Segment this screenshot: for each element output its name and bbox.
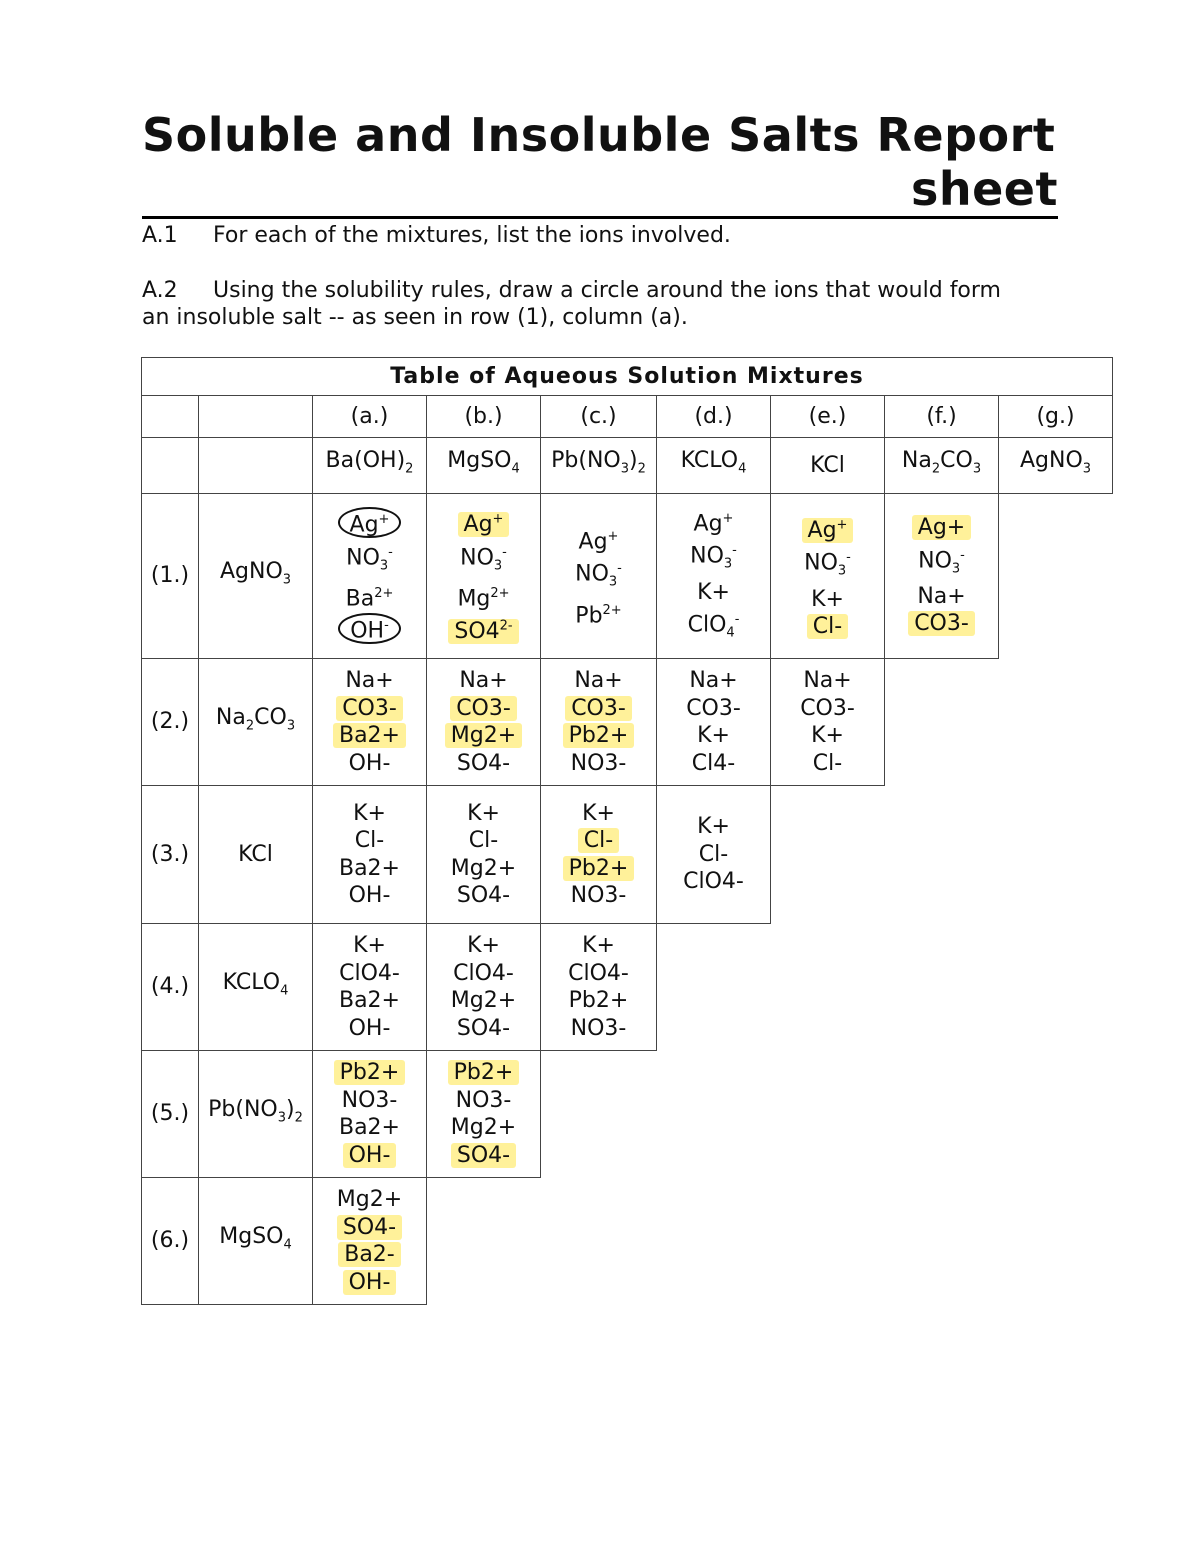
row-label: (1.) xyxy=(142,494,199,659)
row-salt: $Pb(NO_3)_2$ xyxy=(199,1051,313,1178)
row-label: (6.) xyxy=(142,1178,199,1305)
mixture-cell-2a xyxy=(313,659,427,786)
ion-label: Na+ xyxy=(803,668,852,693)
row-label: (3.) xyxy=(142,786,199,924)
ion-label: Na+ xyxy=(459,668,508,693)
mixture-cell-1f: Ag+ $NO_3^-$ Na+ CO3- xyxy=(885,494,999,659)
ion-label: K+ xyxy=(697,723,730,748)
ion-label: CO3- xyxy=(427,695,540,723)
ion-label: OH- xyxy=(313,1269,426,1297)
mixture-cell-2d xyxy=(657,659,771,786)
column-label-row xyxy=(142,396,1113,438)
mixture-cell-4a xyxy=(313,924,427,1051)
col-label-b: (b.) xyxy=(427,396,541,438)
mixture-cell-1e: Ag+ $NO_3^-$ K+ Cl- xyxy=(771,494,885,659)
ion-label: NO3- xyxy=(341,1087,398,1113)
ion-label: ClO4- xyxy=(453,960,514,986)
ion-label: ClO4- xyxy=(568,960,629,986)
row-salt: $KCLO_4$ xyxy=(199,924,313,1051)
table-row xyxy=(142,1178,1113,1305)
mixture-cell-3c xyxy=(541,786,657,924)
col-salt-c: $Pb(NO_3)_2$ xyxy=(541,438,657,494)
col-salt-e: KCl xyxy=(771,438,885,494)
title-rule xyxy=(142,216,1058,219)
mixture-cell-4b xyxy=(427,924,541,1051)
col-label-c: (c.) xyxy=(541,396,657,438)
ion-label: K+ xyxy=(353,933,386,958)
ion-label: Cl- xyxy=(354,828,385,853)
ion-label: Ba2+ xyxy=(338,988,400,1013)
title-line-1: Soluble and Insoluble Salts Report xyxy=(142,108,1056,162)
row-salt: $Na_2CO_3$ xyxy=(199,659,313,786)
ion-label: Mg2+ xyxy=(450,855,517,881)
ion-label: OH- xyxy=(348,750,391,776)
table-row xyxy=(142,924,1113,1051)
ion-label: CO3- xyxy=(800,695,855,721)
mixture-cell-3b xyxy=(427,786,541,924)
ion-label: Pb2+ xyxy=(427,1059,540,1087)
mixture-cell-2b xyxy=(427,659,541,786)
mixture-cell-3d xyxy=(657,786,771,924)
table-caption: Table of Aqueous Solution Mixtures xyxy=(142,358,1113,396)
ion-label: Cl- xyxy=(468,828,499,853)
ion-label: K+ xyxy=(467,800,500,826)
ion-label: Pb2+ xyxy=(313,1059,426,1087)
ion-label: NO3- xyxy=(570,750,627,776)
mixture-cell-1b: Ag+ $NO_3^-$ $Mg^{2+}$ $SO4^{2-}$ xyxy=(427,494,541,659)
ion-label: Ba2+ xyxy=(313,722,426,750)
ion-label: ClO4- xyxy=(683,869,744,895)
table-row xyxy=(142,659,1113,786)
ion-label: Na+ xyxy=(574,668,623,693)
table-row xyxy=(142,494,1113,659)
col-label-e: (e.) xyxy=(771,396,885,438)
mixture-cell-6a xyxy=(313,1178,427,1305)
ion-label: Na+ xyxy=(689,668,738,693)
ion-label: Mg2+ xyxy=(450,1115,517,1140)
col-label-a: (a.) xyxy=(313,396,427,438)
ion-label: Cl4- xyxy=(691,750,736,776)
col-salt-d: $KCLO_4$ xyxy=(657,438,771,494)
ion-label: Mg2+ xyxy=(336,1187,403,1212)
column-salt-row xyxy=(142,438,1113,494)
mixture-cell-1d: Ag+ $NO_3^-$ K+ ClO$_4$- xyxy=(657,494,771,659)
mixture-cell-5a xyxy=(313,1051,427,1178)
mixture-cell-1c: Ag+ $NO_3^-$ $Pb^{2+}$ xyxy=(541,494,657,659)
ion-label: NO3- xyxy=(570,1015,627,1041)
mixture-cell-5b xyxy=(427,1051,541,1178)
col-salt-g: AgNO$_3$ xyxy=(999,438,1113,494)
ion-label: SO4- xyxy=(456,883,511,908)
ion-label: OH- xyxy=(313,1142,426,1170)
ion-label: CO3- xyxy=(541,695,656,723)
ion-label: Pb2+ xyxy=(541,855,656,883)
col-label-g: (g.) xyxy=(999,396,1113,438)
question-a1: A.1 For each of the mixtures, list the ions involved. xyxy=(142,223,731,248)
ion-label: OH- xyxy=(348,1015,391,1041)
col-salt-a: $Ba(OH)_2$ xyxy=(313,438,427,494)
col-salt-b: MgSO$_4$ xyxy=(427,438,541,494)
ion-label: Cl- xyxy=(812,750,843,776)
ion-label: SO4- xyxy=(456,1015,511,1041)
ion-label: Na+ xyxy=(345,668,394,693)
ion-label: Cl- xyxy=(541,827,656,855)
title-line-2: sheet xyxy=(910,162,1058,216)
ion-label: K+ xyxy=(811,723,844,748)
question-a2: A.2 Using the solubility rules, draw a circle around the ions that would form an insoluble salt -- as seen in row (1), column (a). xyxy=(142,278,1001,330)
row-label: (4.) xyxy=(142,924,199,1051)
ion-label: Pb2+ xyxy=(568,988,629,1013)
row-label: (5.) xyxy=(142,1051,199,1178)
ion-label: Ba2+ xyxy=(338,855,400,881)
table-row xyxy=(142,786,1113,924)
col-label-d: (d.) xyxy=(657,396,771,438)
mixture-cell-2e xyxy=(771,659,885,786)
row-salt: KCl xyxy=(199,786,313,924)
ion-label: SO4- xyxy=(456,750,511,776)
ion-label: SO4- xyxy=(427,1142,540,1170)
ion-label: K+ xyxy=(582,800,615,826)
col-label-f: (f.) xyxy=(885,396,999,438)
ion-label: Mg2+ xyxy=(450,988,517,1013)
ion-label: K+ xyxy=(353,800,386,826)
row-salt: MgSO$_4$ xyxy=(199,1178,313,1305)
col-salt-f: $Na_2CO_3$ xyxy=(885,438,999,494)
ion-label: K+ xyxy=(697,814,730,840)
ion-label: Ba2+ xyxy=(338,1115,400,1140)
mixtures-table xyxy=(141,357,1113,1305)
ion-label: K+ xyxy=(467,933,500,958)
ion-label: CO3- xyxy=(313,695,426,723)
page-title xyxy=(142,108,1058,216)
table-row xyxy=(142,1051,1113,1178)
mixture-cell-1a: Ag+ $NO_3^-$ $Ba^{2+}$ OH- xyxy=(313,494,427,659)
ion-label: Cl- xyxy=(698,841,729,867)
ion-label: NO3- xyxy=(455,1087,512,1113)
ion-label: Mg2+ xyxy=(427,722,540,750)
mixture-cell-2c xyxy=(541,659,657,786)
ion-label: NO3- xyxy=(570,883,627,908)
ion-label: ClO4- xyxy=(339,960,400,986)
ion-label: K+ xyxy=(582,933,615,958)
row-salt: AgNO$_3$ xyxy=(199,494,313,659)
mixture-cell-4c xyxy=(541,924,657,1051)
mixture-cell-3a xyxy=(313,786,427,924)
ion-label: Pb2+ xyxy=(541,722,656,750)
row-label: (2.) xyxy=(142,659,199,786)
ion-label: SO4- xyxy=(313,1214,426,1242)
ion-label: Ba2- xyxy=(313,1241,426,1269)
ion-label: OH- xyxy=(348,883,391,908)
ion-label: CO3- xyxy=(686,695,741,721)
